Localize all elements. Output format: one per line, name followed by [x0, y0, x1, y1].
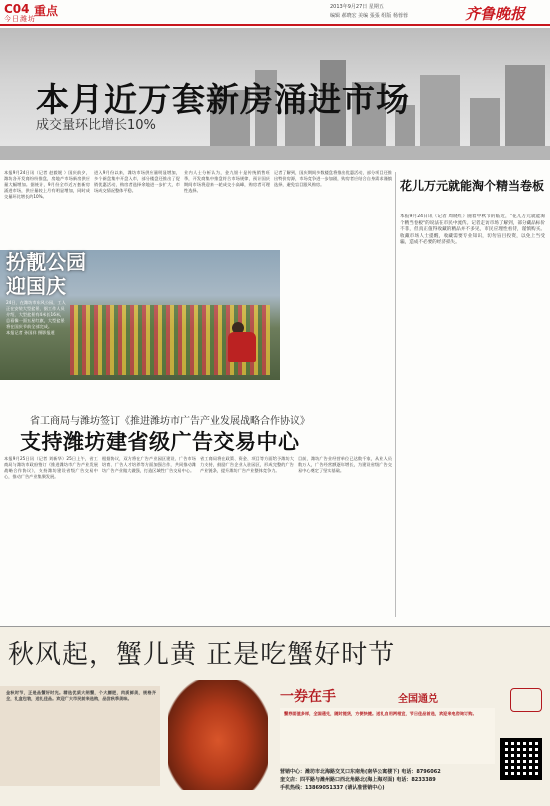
editor-line: 编辑 郝晓宏 美编 張張 组版 杨蓉蓉 — [330, 13, 408, 19]
ad-body-text: 金秋时节，正是品蟹好时光。精选优质大闸蟹，个大膘肥，肉质鲜美，规格齐全，礼盒包装，送礼佳品。欢迎广大市民前来选购，品尝秋季美味。 — [6, 690, 156, 702]
story4-body-col3: 省工商局将在政策、资金、项目等方面给予潍坊大力支持，鼓励广告企业入驻园区，形成完整的广告产业链条，提升潍坊广告产业整体竞争力。 — [200, 456, 294, 474]
qr-code — [500, 738, 542, 780]
ad-address-line3: 手机热线：13869051337 (请认准营销中心) — [280, 785, 385, 791]
story1-body-col4: 记者了解到，国庆期间多数楼盘将推出优惠活动，部分项目还推出特价房源，市场竞争进一步加剧，购房者应结合自身需求谨慎选择，避免盲目跟风购房。 — [274, 170, 392, 188]
brand-logo — [510, 688, 542, 712]
story2-headline-line2: 迎国庆 — [6, 274, 66, 298]
page-header — [0, 0, 550, 26]
story1-subhead: 成交量环比增长10% — [36, 118, 156, 133]
story2-caption — [6, 300, 68, 336]
story2-headline — [6, 250, 86, 298]
date-line: 2013年9月27日 星期五 — [330, 4, 384, 10]
ad-promo-body: 蟹券面值多样，全国通兑，随时提货，方便快捷。送礼自用两相宜，节日佳品首选，欢迎来电咨询订购。 — [284, 711, 477, 716]
ad-promo-sub: 全国通兑 — [398, 694, 438, 705]
story1-body-col1: 本报9月24日讯（记者 赵毅媛 ）国庆前夕，潍坊各开发商纷纷推盘，房地产市场新房供应量大幅增加。据统计，9月份全市近万套新房涌进市场，供应量较上月有明显增加，同时成交量环比增长约10%。 — [4, 170, 90, 200]
ad-address-line1: 营销中心：潍坊市北海路交叉口东南角(南华公寓楼下) 电话：8796062 — [280, 769, 441, 775]
subsection-name: 今日潍坊 — [4, 15, 36, 23]
column-divider — [395, 172, 396, 617]
ad-slogan: 秋风起，蟹儿黄 正是吃蟹好时节 — [8, 640, 396, 670]
story3-headline: 花儿万元就能淘个精当卷板 — [400, 179, 545, 193]
story4-headline: 支持潍坊建省级广告交易中心 — [20, 430, 300, 454]
crab-image — [168, 680, 268, 790]
story4-body-col1: 本报9月25日讯（记者 刘新华）25日上午，省工商局与潍坊市政府签订《推进潍坊市广告产业发展战略合作协议》，支持潍坊建设省级广告交易中心，推动广告产业集聚发展。 — [4, 456, 98, 480]
ad-address-line2: 奎文店：四平路与潍州路口西北角路北(海上海对面) 电话：8233389 — [280, 777, 436, 783]
story2-credit: 本报记者 孙国祥 摄影报道 — [6, 330, 55, 335]
page-number: C04 — [4, 2, 30, 16]
section-name: 重点 — [34, 4, 59, 18]
story3-body: 本报9月24日讯（记者 周晓红）随着中秋节的临近，"花儿万元就能淘个精当卷板"的说法在市民中流传。记者走访市场了解到，部分藏品标价不菲，但真正值得收藏的精品并不多见，市民应理性看待，谨慎购买。收藏市场人士提醒，收藏需要专业知识，切勿盲目投资，以免上当受骗，造成不必要的经济损失。 — [400, 214, 545, 246]
masthead-logo: 齐鲁晚报 — [465, 5, 526, 23]
story4-body-col4: 目前，潍坊广告业经营单位已达数千家，从业人员数万人，广告经营额逐年增长，为建设省级广告交易中心奠定了坚实基础。 — [298, 456, 392, 474]
story1-body-col2: 进入9月份以来，潍坊市场供应量明显增加，多个新盘集中开盘入市，部分楼盘还推出了促销优惠活动，购房者选择余地进一步扩大，市场成交情况整体平稳。 — [94, 170, 180, 194]
story4-kicker: 省工商局与潍坊签订《推进潍坊市广告产业发展战略合作协议》 — [30, 416, 310, 427]
story4-body-col2: 根据协议，双方将在广告产业园区建设、广告市场培育、广告人才培养等方面加强合作，共同推动潍坊广告产业做大做强，打造区域性广告交易中心。 — [102, 456, 196, 474]
ad-promo-main: 一券在手 — [280, 689, 336, 705]
story1-headline: 本月近万套新房涌进市场 — [36, 80, 410, 119]
story1-body-col3: 业内人士分析认为，金九银十是传统销售旺季，开发商集中推盘符合市场规律，预计国庆期间市场将迎来一轮成交小高峰，购房者可理性选择。 — [184, 170, 270, 194]
story2-headline-line1: 扮靓公园 — [6, 250, 86, 274]
story2-caption-text: 24日，在潍坊市东风公园，工人正在安装大型盆景，据工作人员介绍，大型盆景有4米长16米，总看像一面五星红旗，大型盆景将在国庆节前全部完成。 — [6, 300, 66, 329]
